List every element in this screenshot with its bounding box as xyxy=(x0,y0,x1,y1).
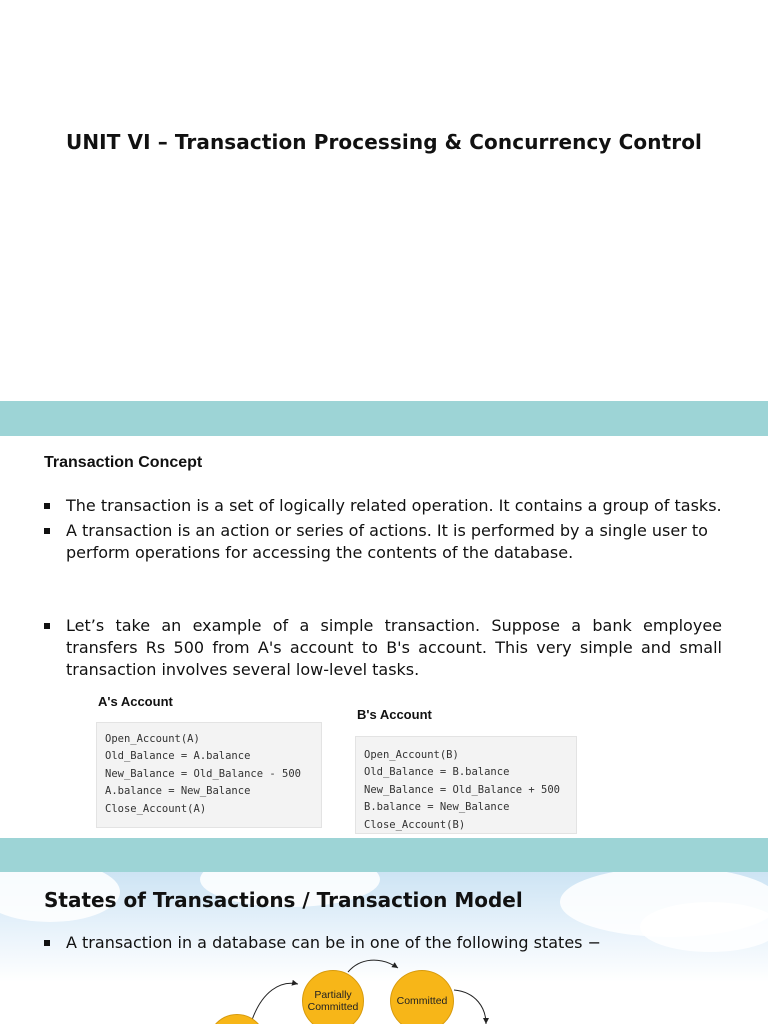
code-line: Open_Account(B) xyxy=(364,749,459,761)
state-partially-committed xyxy=(302,970,364,1024)
slide-title xyxy=(0,0,768,401)
bullet-list xyxy=(44,495,738,564)
slide-separator xyxy=(0,838,768,872)
code-line: Open_Account(A) xyxy=(105,733,200,745)
state-label: Partially Committed xyxy=(307,989,359,1013)
list-item: The transaction is a set of logically related operation. It contains a group of tasks. xyxy=(44,495,738,517)
state-committed xyxy=(390,970,454,1024)
list-item: A transaction in a database can be in one of the following states − xyxy=(44,932,738,954)
slide-transaction-states xyxy=(0,872,768,1024)
b-account-code xyxy=(355,736,577,834)
code-line: Close_Account(A) xyxy=(105,802,207,815)
state-label: Committed xyxy=(396,995,448,1007)
bullet-icon xyxy=(44,503,50,509)
bullet-icon xyxy=(44,623,50,629)
code-line: New_Balance = Old_Balance + 500 xyxy=(364,783,560,796)
slide-heading: States of Transactions / Transaction Model xyxy=(44,888,523,912)
slide-title-text: UNIT VI – Transaction Processing & Concurrency Control xyxy=(65,130,702,154)
slide-heading: Transaction Concept xyxy=(44,454,203,471)
transition-arrow xyxy=(454,990,486,1024)
transition-arrow xyxy=(348,960,398,972)
code-line: Old_Balance = A.balance xyxy=(105,750,251,763)
slide-separator xyxy=(0,401,768,436)
list-item: Let’s take an example of a simple transaction. Suppose a bank employee transfers Rs 500 from A's account to B's account. This very simple and small transaction involves several low-level tasks. xyxy=(44,615,722,681)
transition-arrow xyxy=(252,983,298,1020)
b-account-label: B's Account xyxy=(357,707,432,722)
bullet-icon xyxy=(44,528,50,534)
code-line: A.balance = New_Balance xyxy=(105,785,251,798)
bullet-list xyxy=(44,615,722,681)
slide-transaction-concept xyxy=(0,436,768,838)
code-line: New_Balance = Old_Balance - 500 xyxy=(105,767,301,780)
code-line: Old_Balance = B.balance xyxy=(364,766,510,779)
state-transition-diagram xyxy=(0,872,768,1024)
code-line: Close_Account(B) xyxy=(364,818,466,831)
a-account-code xyxy=(96,722,322,828)
code-line: B.balance = New_Balance xyxy=(364,801,510,814)
list-item: A transaction is an action or series of actions. It is performed by a single user to perform operations for accessing the contents of the database. xyxy=(44,520,738,564)
a-account-label: A's Account xyxy=(98,694,173,709)
